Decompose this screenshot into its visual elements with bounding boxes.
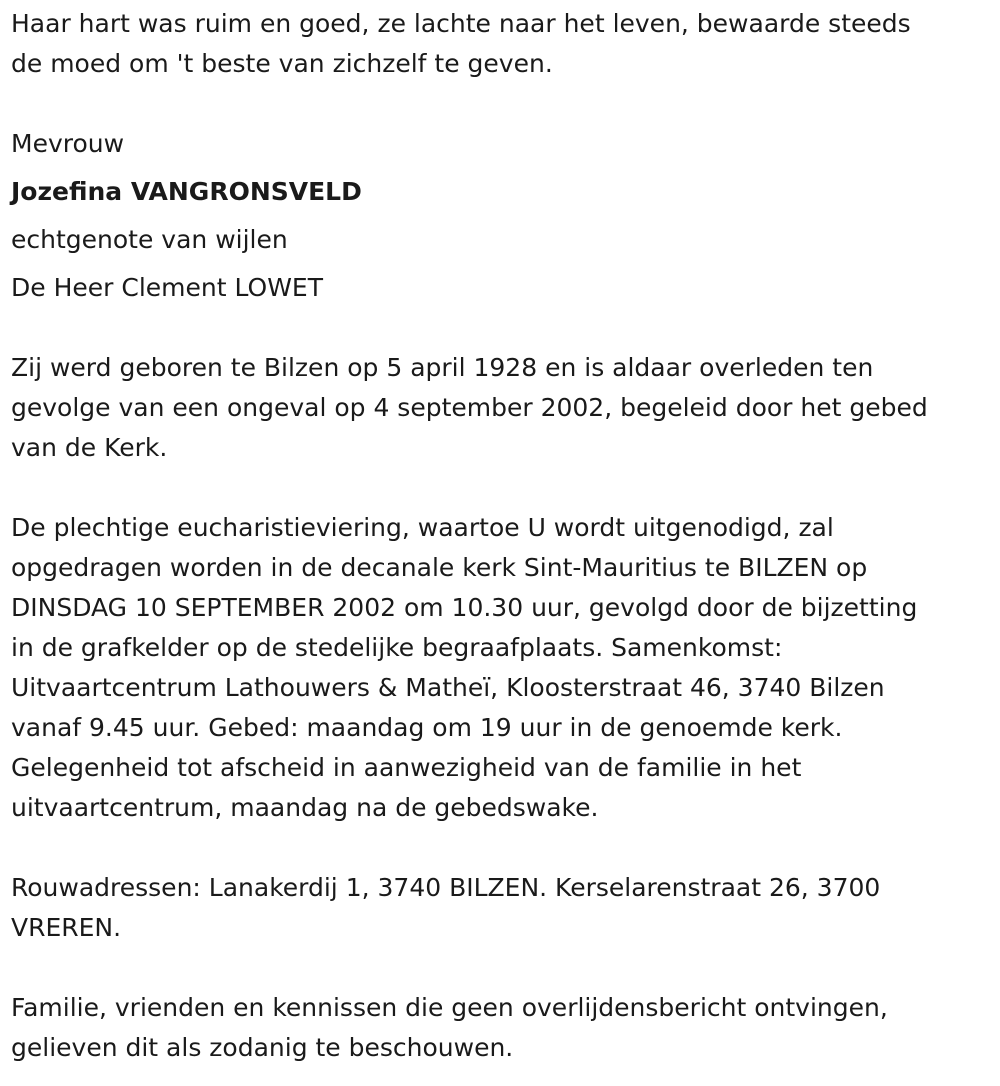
birth-death-paragraph xyxy=(11,348,991,468)
addresses-paragraph xyxy=(11,868,991,948)
deceased-block xyxy=(11,124,991,308)
birth-death-line: van de Kerk. xyxy=(11,433,168,462)
ceremony-line: DINSDAG 10 SEPTEMBER 2002 om 10.30 uur, gevolgd door de bijzetting xyxy=(11,593,918,622)
birth-death-line: gevolge van een ongeval op 4 september 2002, begeleid door het gebed xyxy=(11,393,928,422)
epitaph-line: de moed om 't beste van zichzelf te geven. xyxy=(11,49,553,78)
salutation: Mevrouw xyxy=(11,129,125,158)
address-line: VREREN. xyxy=(11,913,122,942)
closing-line: gelieven dit als zodanig te beschouwen. xyxy=(11,1033,514,1062)
ceremony-paragraph xyxy=(11,508,991,828)
address-line: Rouwadressen: Lanakerdij 1, 3740 BILZEN. Kerselarenstraat 26, 3700 xyxy=(11,873,881,902)
birth-death-line: Zij werd geboren te Bilzen op 5 april 1928 en is aldaar overleden ten xyxy=(11,353,874,382)
epitaph-line: Haar hart was ruim en goed, ze lachte naar het leven, bewaarde steeds xyxy=(11,9,911,38)
closing-line: Familie, vrienden en kennissen die geen overlijdensbericht ontvingen, xyxy=(11,993,888,1022)
obituary-document xyxy=(11,4,991,1068)
closing-paragraph xyxy=(11,988,991,1068)
ceremony-line: vanaf 9.45 uur. Gebed: maandag om 19 uur in de genoemde kerk. xyxy=(11,713,843,742)
epitaph-paragraph xyxy=(11,4,991,84)
relation-text: echtgenote van wijlen xyxy=(11,225,288,254)
deceased-name: Jozefina VANGRONSVELD xyxy=(11,177,362,206)
ceremony-line: uitvaartcentrum, maandag na de gebedswake. xyxy=(11,793,599,822)
ceremony-line: Uitvaartcentrum Lathouwers & Matheï, Kloosterstraat 46, 3740 Bilzen xyxy=(11,673,885,702)
ceremony-line: opgedragen worden in de decanale kerk Sint-Mauritius te BILZEN op xyxy=(11,553,868,582)
ceremony-line: in de grafkelder op de stedelijke begraafplaats. Samenkomst: xyxy=(11,633,783,662)
spouse-name: De Heer Clement LOWET xyxy=(11,273,323,302)
ceremony-line: De plechtige eucharistieviering, waartoe U wordt uitgenodigd, zal xyxy=(11,513,834,542)
ceremony-line: Gelegenheid tot afscheid in aanwezigheid van de familie in het xyxy=(11,753,802,782)
